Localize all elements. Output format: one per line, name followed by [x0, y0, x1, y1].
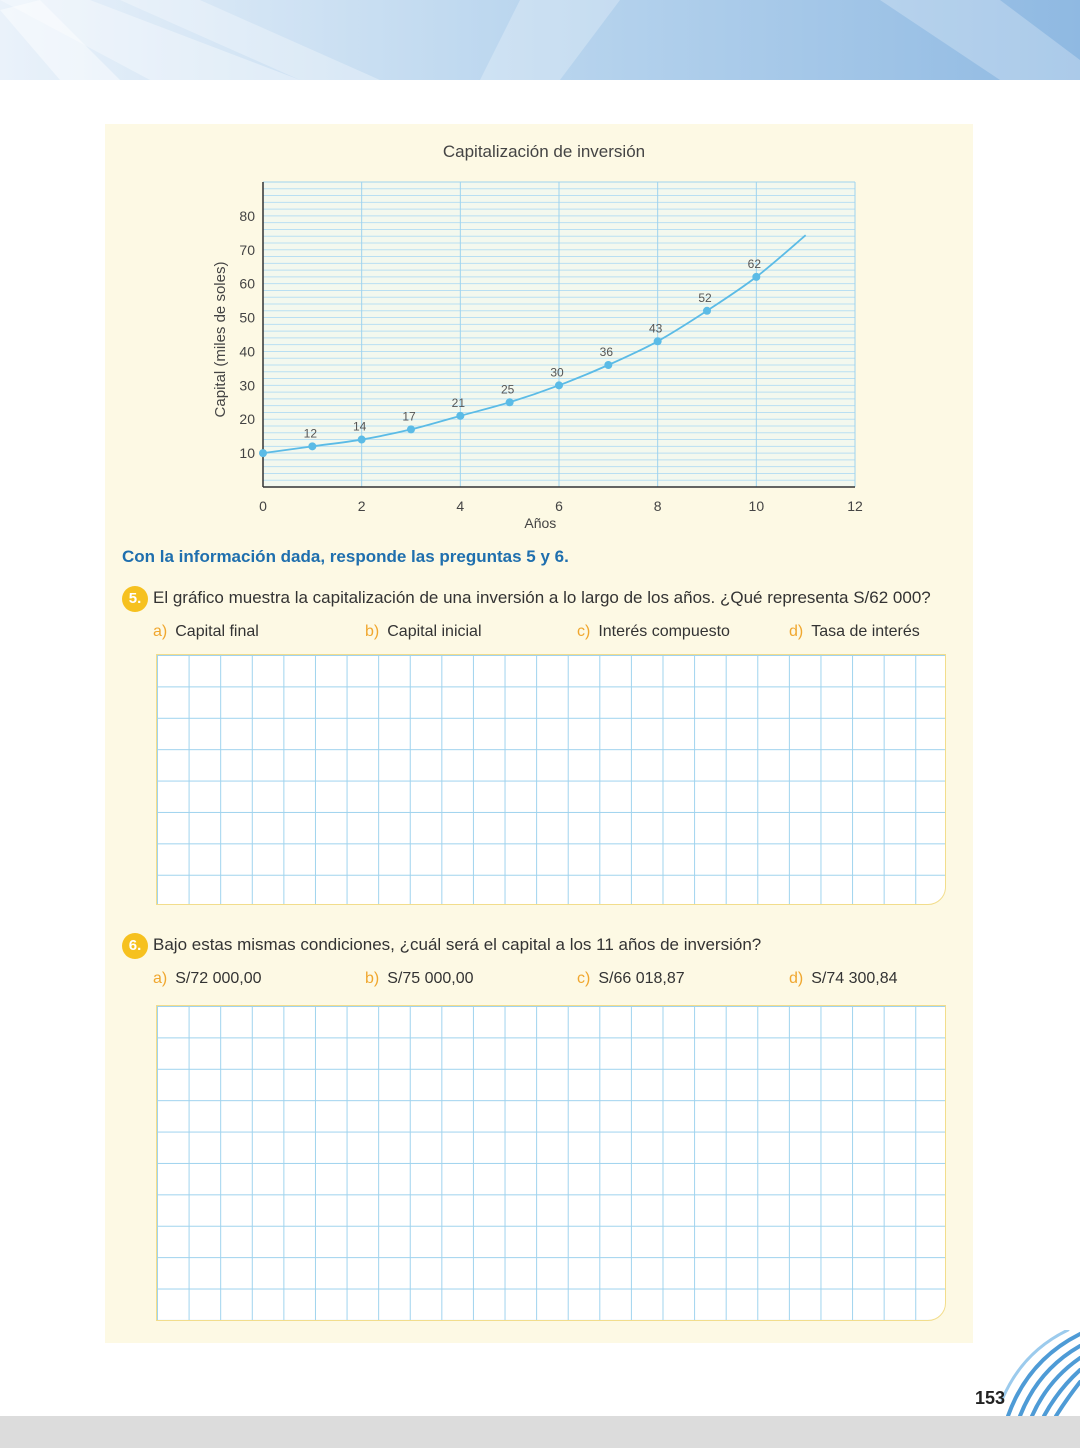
question-5-text: El gráfico muestra la capitalización de una inversión a lo largo de los años. ¿Qué representa S/62 000? [153, 588, 931, 607]
q6-option-b[interactable] [365, 970, 474, 988]
x-tick-label: 8 [653, 498, 662, 514]
option-letter: c) [577, 970, 591, 987]
option-text: Capital final [175, 623, 259, 640]
page-number: 153 [975, 1388, 1006, 1408]
data-point [555, 381, 563, 389]
top-banner [0, 0, 1080, 80]
y-axis-label: Capital (miles de soles) [212, 261, 229, 418]
q5-answer-grid[interactable] [156, 654, 946, 905]
data-label: 14 [352, 419, 367, 434]
option-text: S/75 000,00 [387, 970, 474, 987]
data-point [308, 442, 316, 450]
y-tick-label: 40 [239, 343, 255, 360]
y-tick-label: 50 [239, 309, 255, 326]
question-6-badge: 6. [122, 933, 148, 959]
x-tick-label: 12 [847, 498, 863, 514]
y-tick-label: 30 [239, 377, 255, 394]
q5-option-a[interactable] [153, 623, 259, 641]
x-axis-label: Años [524, 515, 557, 531]
data-label: 17 [402, 409, 416, 424]
data-point [259, 449, 267, 457]
data-point [703, 307, 711, 315]
y-tick-label: 20 [239, 411, 255, 428]
option-text: S/74 300,84 [811, 970, 898, 987]
option-text: Capital inicial [387, 623, 482, 640]
q6-option-a[interactable] [153, 970, 262, 988]
y-tick-label: 80 [239, 207, 255, 224]
option-letter: d) [789, 623, 804, 640]
data-label: 21 [451, 395, 466, 410]
option-letter: c) [577, 623, 591, 640]
option-letter: d) [789, 970, 804, 987]
data-label: 52 [698, 290, 712, 305]
option-text: Tasa de interés [811, 623, 920, 640]
data-label: 36 [599, 345, 614, 359]
option-text: S/66 018,87 [598, 970, 685, 987]
data-point [752, 273, 760, 281]
option-letter: a) [153, 623, 168, 640]
data-point [358, 436, 366, 444]
q5-option-b[interactable] [365, 623, 482, 641]
data-point [506, 398, 514, 406]
investment-chart [190, 170, 880, 535]
option-letter: b) [365, 623, 380, 640]
y-tick-label: 60 [239, 275, 255, 292]
y-tick-label: 10 [239, 445, 255, 462]
data-point [456, 412, 464, 420]
data-point [604, 361, 612, 369]
q5-option-c[interactable] [577, 623, 730, 641]
q6-option-d[interactable] [789, 970, 898, 988]
intro-instruction: Con la información dada, responde las preguntas 5 y 6. [122, 547, 569, 566]
x-tick-label: 6 [555, 498, 563, 514]
data-point [654, 337, 662, 345]
data-label: 62 [747, 256, 762, 271]
q6-answer-grid[interactable] [156, 1005, 946, 1321]
x-tick-label: 0 [259, 498, 267, 514]
x-tick-label: 2 [357, 498, 366, 514]
q6-option-c[interactable] [577, 970, 685, 988]
data-label: 43 [648, 321, 663, 336]
data-point [407, 425, 415, 433]
question-5-badge: 5. [122, 586, 148, 612]
option-letter: b) [365, 970, 380, 987]
option-text: Interés compuesto [598, 623, 730, 640]
corner-decoration [998, 1330, 1080, 1416]
y-tick-label: 70 [239, 241, 255, 258]
data-label: 30 [550, 365, 564, 380]
x-tick-label: 4 [456, 498, 465, 514]
footer-bar [0, 1416, 1080, 1448]
x-tick-label: 10 [748, 498, 765, 514]
option-text: S/72 000,00 [175, 970, 262, 987]
q5-option-d[interactable] [789, 623, 920, 641]
data-label: 25 [500, 382, 515, 397]
question-6-text: Bajo estas mismas condiciones, ¿cuál será el capital a los 11 años de inversión? [153, 935, 762, 954]
data-label: 12 [303, 426, 318, 441]
chart-title: Capitalización de inversión [442, 142, 646, 161]
option-letter: a) [153, 970, 168, 987]
